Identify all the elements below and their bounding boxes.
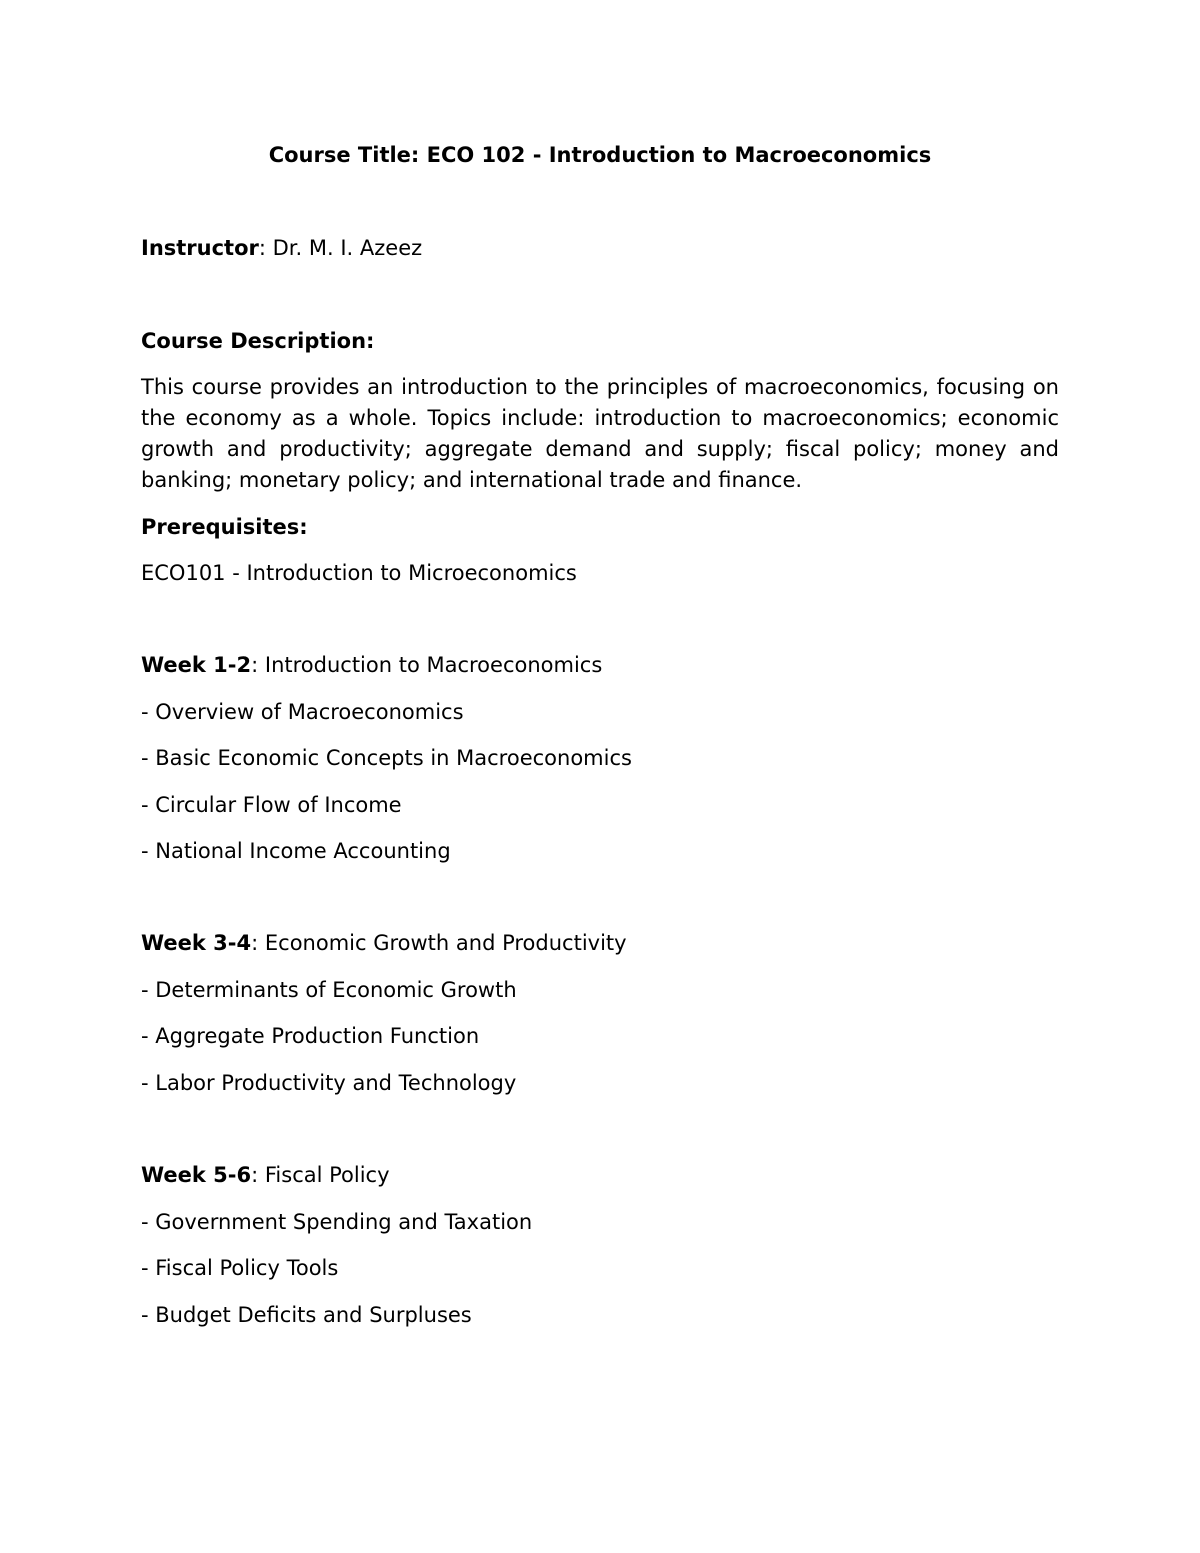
course-description-heading: Course Description: xyxy=(141,329,375,353)
week-title: : Fiscal Policy xyxy=(251,1163,390,1187)
week-topic: - Aggregate Production Function xyxy=(141,1024,480,1048)
week-topic: - Circular Flow of Income xyxy=(141,792,402,817)
week-title: : Economic Growth and Productivity xyxy=(251,931,627,955)
week-topic: - Government Spending and Taxation xyxy=(141,1209,533,1234)
instructor-name: : Dr. M. I. Azeez xyxy=(258,236,423,260)
week-section xyxy=(141,928,1059,1098)
week-topic: - Basic Economic Concepts in Macroeconomics xyxy=(141,746,632,770)
week-title: : Introduction to Macroeconomics xyxy=(251,653,603,677)
week-topic: - Determinants of Economic Growth xyxy=(141,977,517,1002)
week-topic: - Overview of Macroeconomics xyxy=(141,699,464,724)
prerequisites-text: ECO101 - Introduction to Microeconomics xyxy=(141,561,577,585)
week-topic: - Labor Productivity and Technology xyxy=(141,1070,517,1095)
week-section xyxy=(141,1160,1059,1330)
week-topic-list xyxy=(141,975,1059,1098)
week-topic: - Budget Deficits and Surpluses xyxy=(141,1302,472,1327)
week-label: Week 1-2 xyxy=(141,653,252,677)
prerequisites-heading: Prerequisites: xyxy=(141,515,308,539)
course-title: Course Title: ECO 102 - Introduction to Macroeconomics xyxy=(268,143,932,167)
week-topic: - National Income Accounting xyxy=(141,839,451,863)
week-heading xyxy=(141,928,1059,958)
week-topic-list xyxy=(141,697,1059,867)
week-heading xyxy=(141,650,1059,680)
week-topic: - Fiscal Policy Tools xyxy=(141,1256,339,1280)
week-heading xyxy=(141,1160,1059,1190)
document-page xyxy=(141,0,1059,1553)
week-label: Week 5-6 xyxy=(141,1163,252,1187)
week-topic-list xyxy=(141,1207,1059,1330)
week-label: Week 3-4 xyxy=(141,931,252,955)
course-description-text: This course provides an introduction to the principles of macroeconomics, focusing on the economy as a whole. Topics include: introduction to macroeconomics; economic growth and productivity; aggregate demand and supply; fiscal policy; money and banking; monetary policy; and international trade and finance. xyxy=(141,375,1059,492)
instructor-line xyxy=(141,233,422,263)
week-section xyxy=(141,650,1059,866)
instructor-label: Instructor xyxy=(141,236,259,260)
